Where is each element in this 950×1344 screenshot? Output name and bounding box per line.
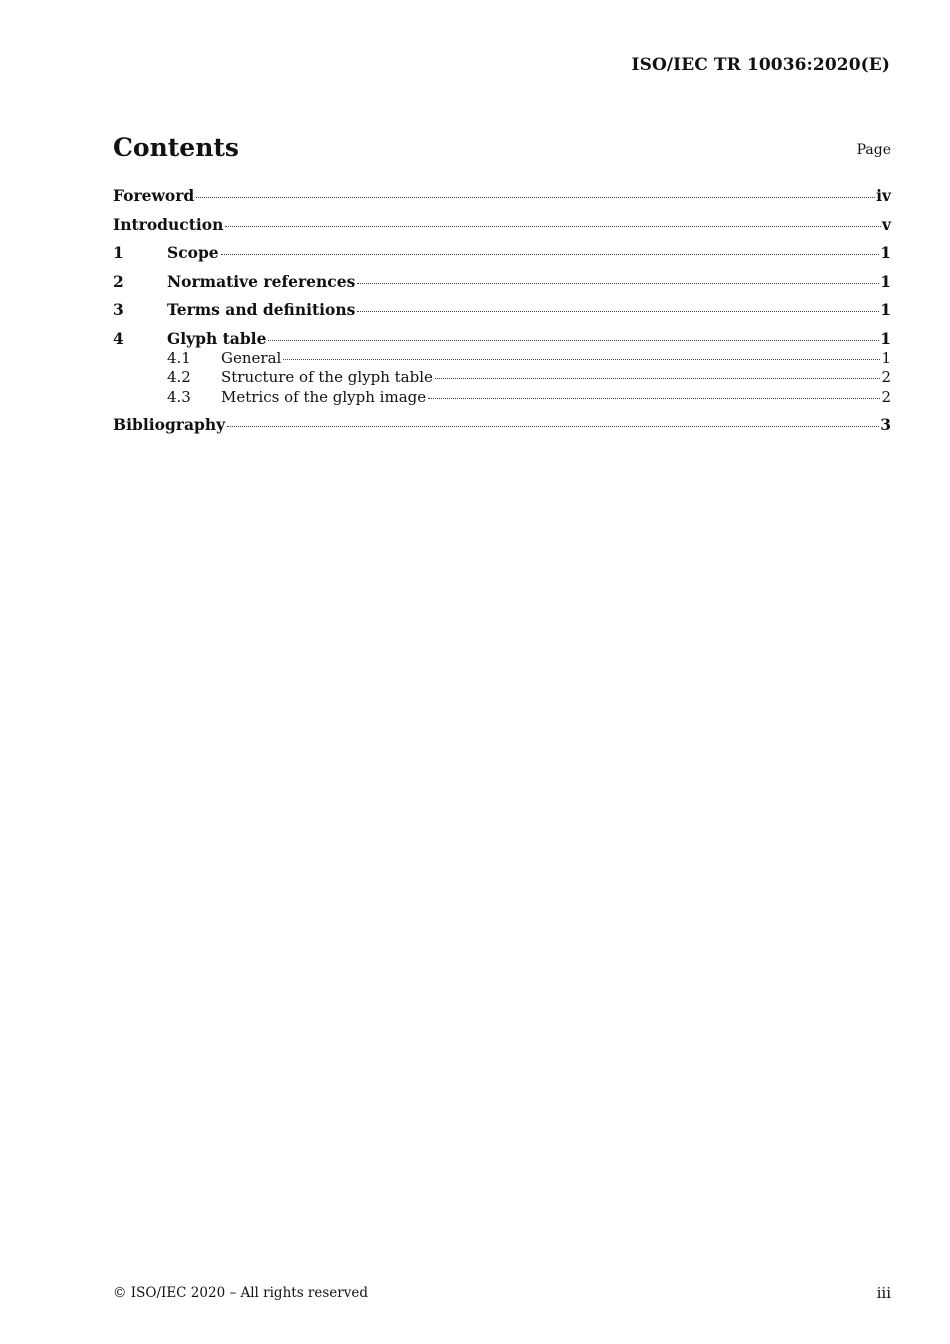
- toc-dot-leader: [225, 226, 881, 227]
- toc-entry-page[interactable]: 1: [881, 348, 891, 367]
- toc-entry-number: 4.3: [167, 387, 191, 406]
- table-of-contents: [113, 186, 891, 444]
- toc-entry-foreword[interactable]: [113, 186, 891, 215]
- toc-entry-page[interactable]: 2: [881, 387, 891, 406]
- toc-entry-structure-of-the-glyph-table[interactable]: [113, 368, 891, 388]
- toc-entry-page[interactable]: 3: [880, 415, 891, 434]
- toc-entry-page[interactable]: 1: [880, 328, 891, 348]
- toc-entry-page[interactable]: iv: [876, 186, 891, 205]
- toc-entry-number: 1: [113, 243, 124, 262]
- toc-entry-scope[interactable]: [113, 243, 891, 272]
- toc-dot-leader: [283, 359, 880, 360]
- toc-entry-terms-and-definitions[interactable]: [113, 300, 891, 329]
- toc-dot-leader: [227, 426, 879, 427]
- toc-entry-page[interactable]: 1: [880, 300, 891, 319]
- toc-dot-leader: [428, 398, 880, 399]
- toc-entry-number: 3: [113, 300, 124, 319]
- toc-entry-glyph-table[interactable]: [113, 329, 891, 349]
- toc-entry-label[interactable]: Introduction: [113, 214, 224, 234]
- copyright-notice: © ISO/IEC 2020 – All rights reserved: [113, 1285, 368, 1301]
- toc-entry-metrics-of-the-glyph-image[interactable]: [113, 388, 891, 408]
- toc-entry-number: 4: [113, 328, 124, 348]
- toc-entry-page[interactable]: 1: [880, 271, 891, 291]
- toc-dot-leader: [357, 311, 879, 312]
- toc-entry-number: 4.1: [167, 348, 191, 367]
- document-id-header: ISO/IEC TR 10036:2020(E): [631, 55, 890, 75]
- toc-dot-leader: [196, 197, 875, 198]
- toc-entry-label[interactable]: Glyph table: [167, 328, 267, 348]
- toc-entry-page[interactable]: v: [881, 214, 891, 234]
- toc-entry-label[interactable]: Scope: [167, 243, 219, 262]
- toc-entry-label[interactable]: Terms and definitions: [167, 300, 356, 319]
- toc-dot-leader: [268, 340, 879, 341]
- toc-entry-number: 4.2: [167, 368, 191, 386]
- page-number: iii: [876, 1284, 891, 1302]
- toc-entry-label[interactable]: Metrics of the glyph image: [221, 387, 427, 406]
- toc-dot-leader: [357, 283, 879, 284]
- toc-title: Contents: [113, 133, 240, 162]
- toc-entry-page[interactable]: 1: [880, 243, 891, 262]
- toc-dot-leader: [221, 254, 880, 255]
- toc-entry-bibliography[interactable]: [113, 415, 891, 444]
- toc-dot-leader: [435, 378, 881, 379]
- toc-page-column-label: Page: [856, 142, 891, 158]
- toc-heading-row: [113, 133, 891, 163]
- toc-entry-label[interactable]: General: [221, 348, 282, 367]
- toc-entry-label[interactable]: Structure of the glyph table: [221, 368, 433, 386]
- toc-entry-number: 2: [113, 271, 124, 291]
- toc-entry-label[interactable]: Bibliography: [113, 415, 226, 434]
- toc-entry-normative-references[interactable]: [113, 272, 891, 301]
- toc-entry-page[interactable]: 2: [881, 368, 891, 386]
- toc-entry-general[interactable]: [113, 349, 891, 369]
- toc-entry-label[interactable]: Normative references: [167, 271, 356, 291]
- toc-entry-introduction[interactable]: [113, 215, 891, 244]
- toc-entry-label[interactable]: Foreword: [113, 186, 195, 205]
